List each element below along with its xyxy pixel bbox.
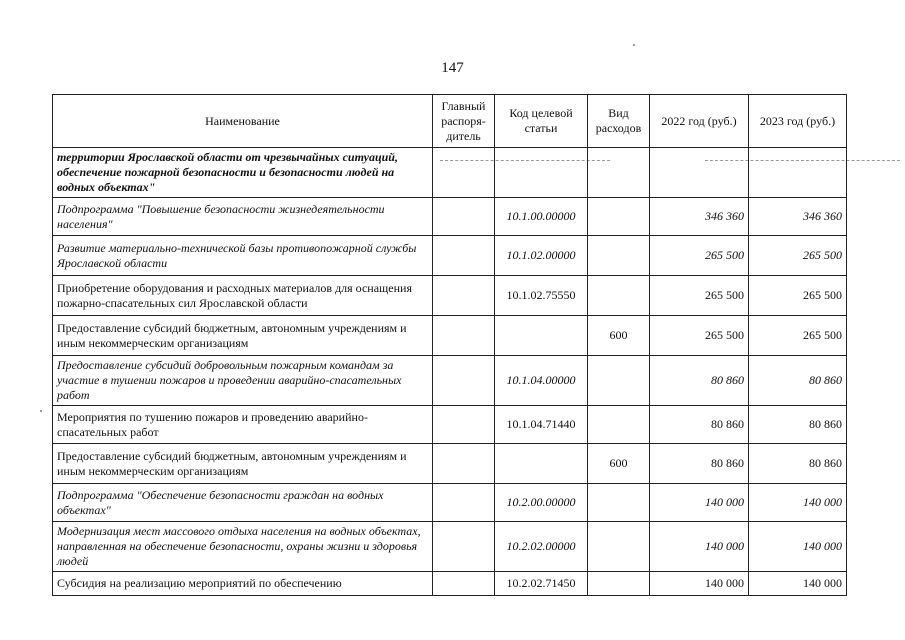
row-kind: [588, 148, 650, 198]
row-manager: [433, 356, 495, 406]
row-manager: [433, 572, 495, 596]
row-code: [495, 444, 588, 484]
row-code: 10.1.04.00000: [495, 356, 588, 406]
row-manager: [433, 316, 495, 356]
row-code: 10.2.02.71450: [495, 572, 588, 596]
row-name: Предоставление субсидий бюджетным, автономным учреждениям и иным некоммерческим организациям: [53, 316, 433, 356]
row-code: 10.2.00.00000: [495, 484, 588, 522]
row-amount-2022: 80 860: [650, 406, 749, 444]
row-name: Модернизация мест массового отдыха населения на водных объектах, направленная на обеспечение безопасности, охраны жизни и здоровья людей: [53, 522, 433, 572]
row-name: Развитие материально-технической базы противопожарной службы Ярославской области: [53, 236, 433, 276]
table-row: [53, 444, 847, 484]
header-2023: 2023 год (руб.): [749, 95, 847, 148]
row-amount-2023: 265 500: [749, 276, 847, 316]
table-row: [53, 236, 847, 276]
row-kind: [588, 236, 650, 276]
row-manager: [433, 406, 495, 444]
row-amount-2022: 346 360: [650, 198, 749, 236]
row-amount-2022: 140 000: [650, 522, 749, 572]
row-kind: [588, 484, 650, 522]
row-name: Приобретение оборудования и расходных материалов для оснащения пожарно-спасательных сил Ярославской области: [53, 276, 433, 316]
header-kind: Вид расходов: [588, 95, 650, 148]
row-code: 10.1.00.00000: [495, 198, 588, 236]
page-number: 147: [441, 60, 464, 76]
row-kind: [588, 198, 650, 236]
row-amount-2023: [749, 148, 847, 198]
header-code: Код целевой статьи: [495, 95, 588, 148]
table-row: [53, 572, 847, 596]
row-amount-2022: [650, 148, 749, 198]
row-manager: [433, 148, 495, 198]
table-row: [53, 276, 847, 316]
row-name: Подпрограмма "Обеспечение безопасности граждан на водных объектах": [53, 484, 433, 522]
row-amount-2022: 80 860: [650, 444, 749, 484]
scan-speck: [40, 410, 42, 412]
row-amount-2023: 265 500: [749, 236, 847, 276]
row-code: 10.2.02.00000: [495, 522, 588, 572]
row-code: 10.1.02.75550: [495, 276, 588, 316]
table-row: [53, 406, 847, 444]
row-code: 10.1.04.71440: [495, 406, 588, 444]
row-kind: [588, 406, 650, 444]
table-row: [53, 316, 847, 356]
row-code: [495, 316, 588, 356]
row-amount-2023: 140 000: [749, 522, 847, 572]
header-name: Наименование: [53, 95, 433, 148]
row-amount-2022: 265 500: [650, 276, 749, 316]
row-amount-2022: 140 000: [650, 484, 749, 522]
row-name: территории Ярославской области от чрезвычайных ситуаций, обеспечение пожарной безопасности и безопасности людей на водных объектах": [53, 148, 433, 198]
table-row: [53, 484, 847, 522]
row-amount-2023: 346 360: [749, 198, 847, 236]
row-manager: [433, 236, 495, 276]
row-amount-2023: 140 000: [749, 484, 847, 522]
row-amount-2023: 80 860: [749, 356, 847, 406]
row-kind: 600: [588, 316, 650, 356]
row-amount-2023: 140 000: [749, 572, 847, 596]
row-name: Подпрограмма "Повышение безопасности жизнедеятельности населения": [53, 198, 433, 236]
row-manager: [433, 444, 495, 484]
header-2022: 2022 год (руб.): [650, 95, 749, 148]
row-kind: [588, 356, 650, 406]
row-manager: [433, 522, 495, 572]
row-name: Предоставление субсидий добровольным пожарным командам за участие в тушении пожаров и проведении аварийно-спасательных работ: [53, 356, 433, 406]
table-row: [53, 356, 847, 406]
header-manager: Главный распоря-дитель: [433, 95, 495, 148]
budget-table: [52, 94, 847, 596]
table-row: [53, 522, 847, 572]
row-kind: [588, 522, 650, 572]
row-amount-2022: 265 500: [650, 236, 749, 276]
scan-speck: [633, 44, 635, 46]
row-amount-2022: 265 500: [650, 316, 749, 356]
row-name: Мероприятия по тушению пожаров и проведению аварийно-спасательных работ: [53, 406, 433, 444]
table-row: [53, 198, 847, 236]
row-manager: [433, 198, 495, 236]
row-amount-2023: 265 500: [749, 316, 847, 356]
row-manager: [433, 276, 495, 316]
row-manager: [433, 484, 495, 522]
row-code: [495, 148, 588, 198]
row-name: Предоставление субсидий бюджетным, автономным учреждениям и иным некоммерческим организациям: [53, 444, 433, 484]
row-amount-2023: 80 860: [749, 406, 847, 444]
table-header-row: [53, 95, 847, 148]
row-amount-2023: 80 860: [749, 444, 847, 484]
row-kind: 600: [588, 444, 650, 484]
row-name: Субсидия на реализацию мероприятий по обеспечению: [53, 572, 433, 596]
table-row: [53, 148, 847, 198]
row-kind: [588, 572, 650, 596]
row-code: 10.1.02.00000: [495, 236, 588, 276]
row-amount-2022: 140 000: [650, 572, 749, 596]
row-kind: [588, 276, 650, 316]
row-amount-2022: 80 860: [650, 356, 749, 406]
